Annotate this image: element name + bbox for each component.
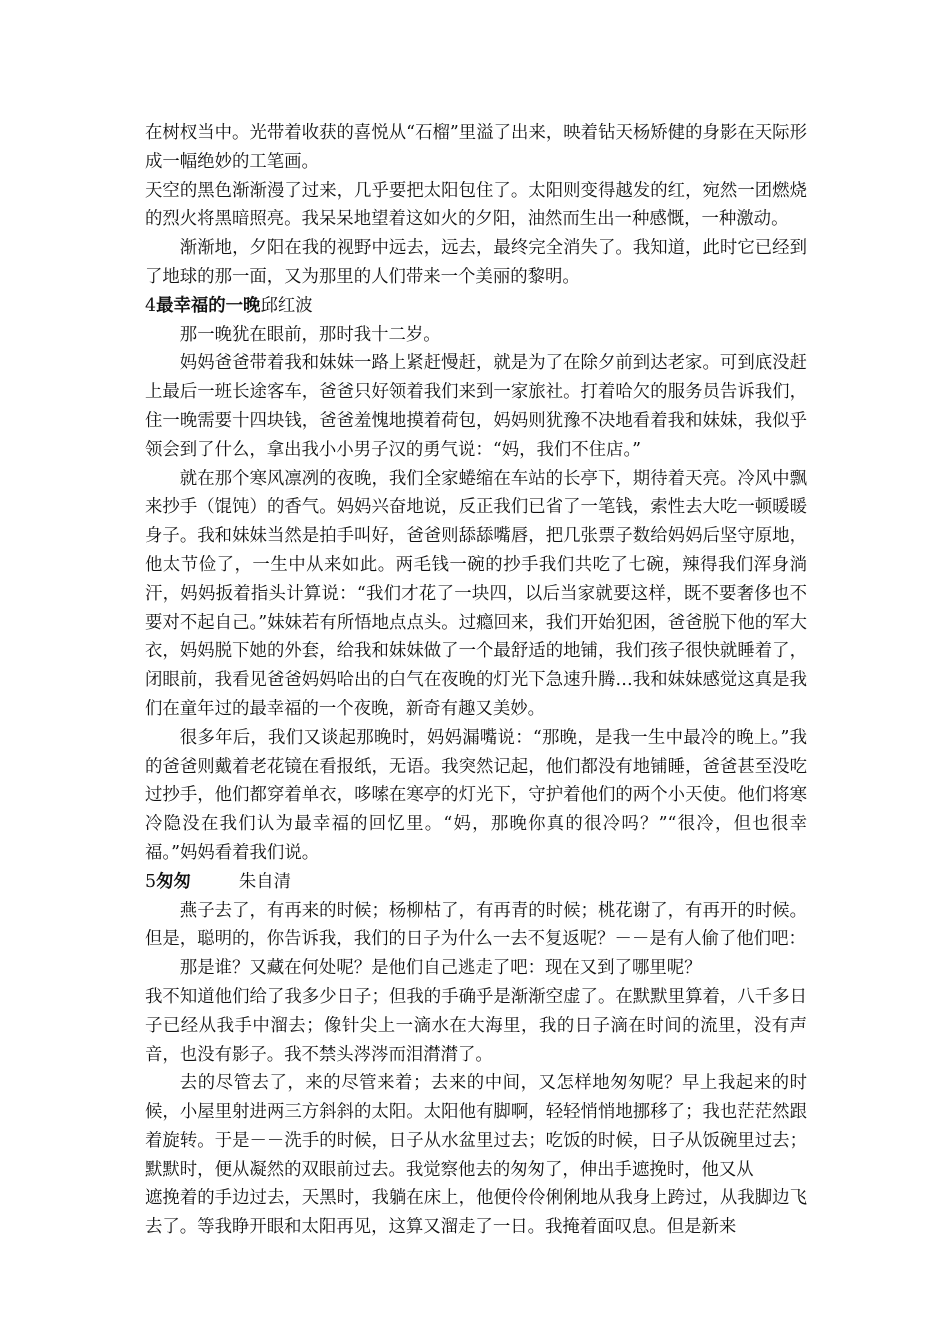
section-title: 匆匆 [156,871,191,892]
paragraph: 渐渐地，夕阳在我的视野中远去，远去，最终完全消失了。我知道，此时它已经到了地球的那一面，又为那里的人们带来一个美丽的黎明。 [145,238,807,287]
paragraph: 燕子去了，有再来的时候；杨柳枯了，有再青的时候；桃花谢了，有再开的时候。但是，聪明的，你告诉我，我们的日子为什么一去不复返呢？－－是有人偷了他们吧： [145,900,807,950]
document-page [145,119,807,1242]
paragraph: 就在那个寒风凛冽的夜晚，我们全家蜷缩在车站的长亭下，期待着天亮。冷风中飘来抄手（馄饨）的香气。妈妈兴奋地说，反正我们已省了一笔钱，索性去大吃一顿暖暖身子。我和妹妹当然是拍手叫好，爸爸则舔舔嘴唇，把几张票子数给妈妈后坚守原地，他太节俭了，一生中从来如此。两毛钱一碗的抄手我们共吃了七碗，辣得我们浑身淌汗，妈妈扳着指头计算说：“我们才花了一块四，以后当家就要这样，既不要奢侈也不要对不起自己。”妹妹若有所悟地点点头。过瘾回来，我们开始犯困，爸爸脱下他的军大衣，妈妈脱下她的外套，给我和妹妹做了一个最舒适的地铺，我们孩子很快就睡着了，闭眼前，我看见爸爸妈妈哈出的白气在夜晚的灯光下急速升腾…我和妹妹感觉这真是我们在童年过的最幸福的一个夜晚，新奇有趣又美妙。 [145,468,807,719]
paragraph: 我不知道他们给了我多少日子；但我的手确乎是渐渐空虚了。在默默里算着，八千多日子已经从我手中溜去；像针尖上一滴水在大海里，我的日子滴在时间的流里，没有声音，也没有影子。我不禁头涔涔而泪潸潸了。 [145,986,807,1065]
section-author: 朱自清 [238,871,292,892]
section-number: 5 [145,871,157,892]
section-heading-4 [145,292,807,321]
paragraph: 那一晚犹在眼前，那时我十二岁。 [179,324,441,345]
section-heading-5 [145,868,807,897]
paragraph: 遮挽着的手边过去，天黑时，我躺在床上，他便伶伶俐俐地从我身上跨过，从我脚边飞去了。等我睁开眼和太阳再见，这算又溜走了一日。我掩着面叹息。但是新来 [145,1188,807,1238]
section-title: 最幸福的一晚 [156,295,261,316]
paragraph: 那是谁？又藏在何处呢？是他们自己逃走了吧：现在又到了哪里呢？ [179,958,702,979]
paragraph: 天空的黑色渐渐漫了过来，几乎要把太阳包住了。太阳则变得越发的红，宛然一团燃烧的烈火将黑暗照亮。我呆呆地望着这如火的夕阳，油然而生出一种感慨，一种激动。 [145,180,807,230]
section-number: 4 [145,295,157,316]
paragraph: 妈妈爸爸带着我和妹妹一路上紧赶慢赶，就是为了在除夕前到达老家。可到底没赶上最后一班长途客车，爸爸只好领着我们来到一家旅社。打着哈欠的服务员告诉我们，住一晚需要十四块钱，爸爸羞愧地摸着荷包，妈妈则犹豫不决地看着我和妹妹，我似乎领会到了什么，拿出我小小男子汉的勇气说：“妈，我们不住店。” [145,353,807,460]
paragraph: 在树杈当中。光带着收获的喜悦从“石榴”里溢了出来，映着钻天杨矫健的身影在天际形成一幅绝妙的工笔画。 [145,123,807,172]
paragraph: 很多年后，我们又谈起那晚时，妈妈漏嘴说：“那晚，是我一生中最冷的晚上。”我的爸爸则戴着老花镜在看报纸，无语。我突然记起，他们都没有地铺睡，爸爸甚至没吃过抄手，他们都穿着单衣，哆嗦在寒亭的灯光下，守护着他们的两个小天使。他们将寒冷隐没在我们认为最幸福的回忆里。“妈，那晚你真的很冷吗？”“很冷，但也很幸福。”妈妈看着我们说。 [145,727,807,863]
paragraph: 去的尽管去了，来的尽管来着；去来的中间，又怎样地匆匆呢？早上我起来的时候，小屋里射进两三方斜斜的太阳。太阳他有脚啊，轻轻悄悄地挪移了；我也茫茫然跟着旋转。于是－－洗手的时候，日子从水盆里过去；吃饭的时候，日子从饭碗里过去；默默时，便从凝然的双眼前过去。我觉察他去的匆匆了，伸出手遮挽时，他又从 [145,1073,807,1180]
section-author: 邱红波 [260,295,313,316]
